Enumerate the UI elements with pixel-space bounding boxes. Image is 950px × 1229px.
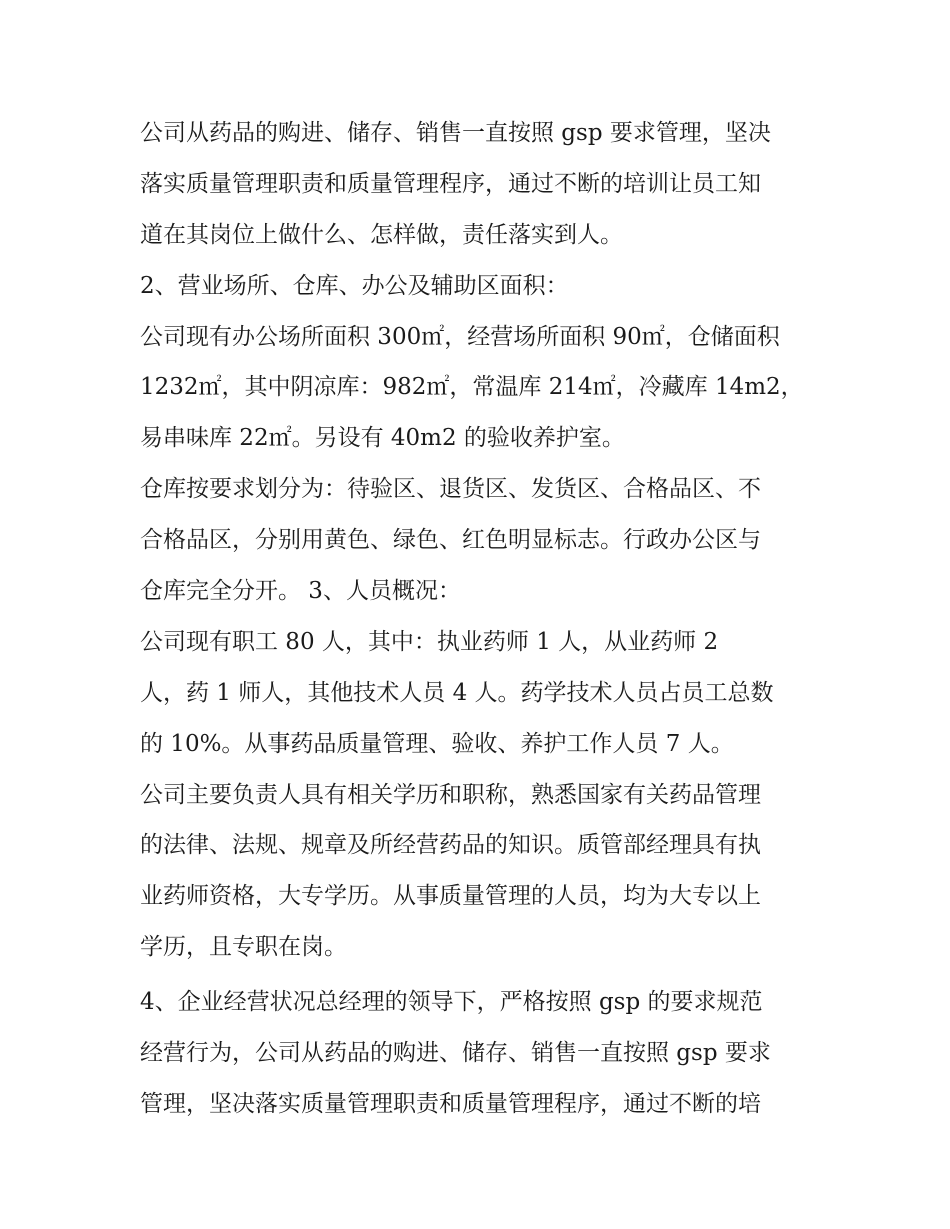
text-line: 1232㎡，其中阴凉库：982㎡，常温库 214㎡，冷藏库 14m2， <box>140 374 804 401</box>
text-line: 经营行为，公司从药品的购进、储存、销售一直按照 gsp 要求 <box>140 1040 771 1067</box>
text-line: 管理，坚决落实质量管理职责和质量管理程序，通过不断的培 <box>140 1090 761 1117</box>
text-line: 落实质量管理职责和质量管理程序，通过不断的培训让员工知 <box>140 170 761 197</box>
document-body <box>140 108 820 1130</box>
text-line: 学历，且专职在岗。 <box>140 934 347 961</box>
text-line: 易串味库 22㎡。另设有 40m2 的验收养护室。 <box>140 425 625 452</box>
section-heading: 2、营业场所、仓库、办公及辅助区面积： <box>140 272 569 299</box>
text-line: 公司现有职工 80 人，其中：执业药师 1 人，从业药师 2 <box>140 628 719 655</box>
text-line: 道在其岗位上做什么、怎样做，责任落实到人。 <box>140 221 623 248</box>
text-line: 仓库按要求划分为：待验区、退货区、发货区、合格品区、不 <box>140 476 761 503</box>
text-line: 业药师资格，大专学历。从事质量管理的人员，均为大专以上 <box>140 883 761 910</box>
text-line: 公司现有办公场所面积 300㎡，经营场所面积 90㎡，仓储面积 <box>140 323 780 350</box>
text-line: 公司主要负责人具有相关学历和职称，熟悉国家有关药品管理 <box>140 781 761 808</box>
text-line: 仓库完全分开。 3、人员概况： <box>140 578 461 605</box>
text-line: 的法律、法规、规章及所经营药品的知识。质管部经理具有执 <box>140 832 761 859</box>
text-line: 公司从药品的购进、储存、销售一直按照 gsp 要求管理，坚决 <box>140 120 771 146</box>
text-line: 的 10%。从事药品质量管理、验收、养护工作人员 7 人。 <box>140 730 734 757</box>
text-line: 人，药 1 师人，其他技术人员 4 人。药学技术人员占员工总数 <box>140 679 774 706</box>
text-line: 合格品区，分别用黄色、绿色、红色明显标志。行政办公区与 <box>140 527 761 554</box>
section-heading: 4、企业经营状况总经理的领导下，严格按照 gsp 的要求规范 <box>140 989 763 1016</box>
